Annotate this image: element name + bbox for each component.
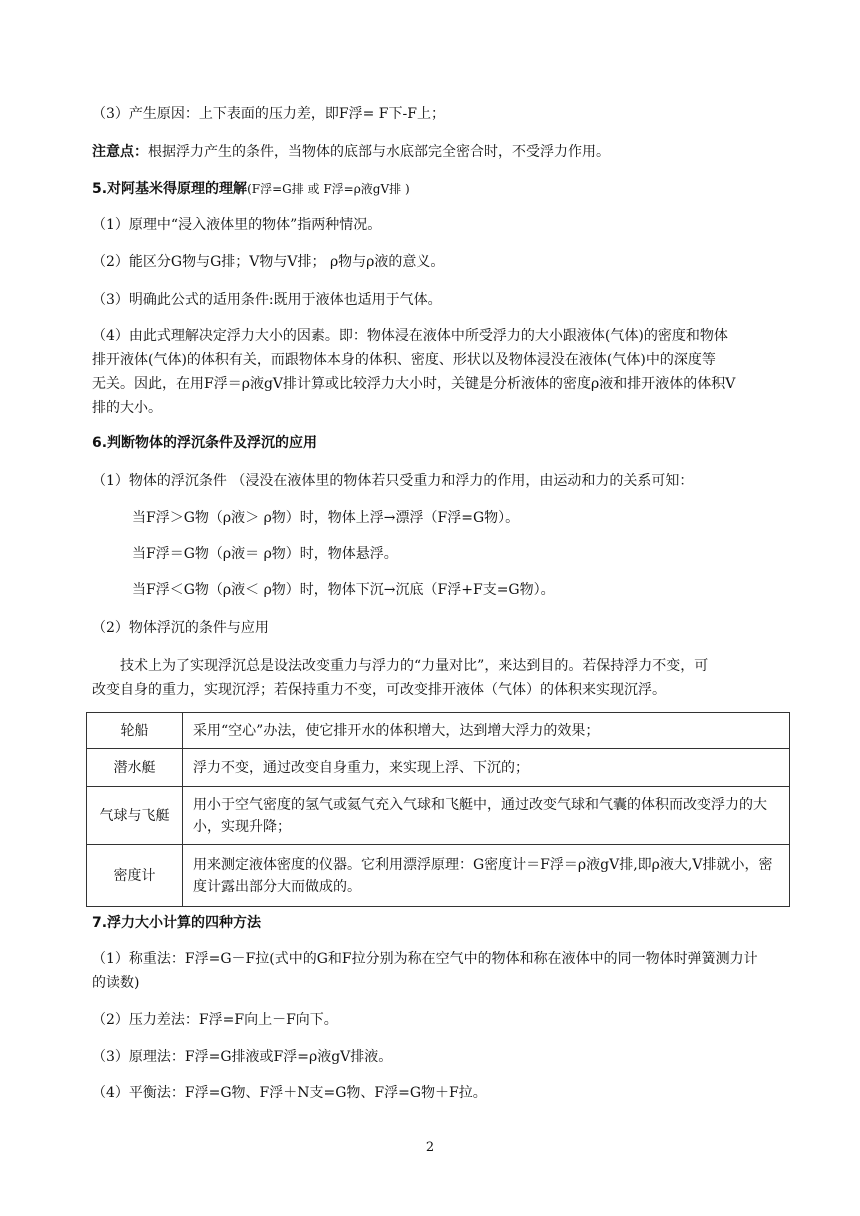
table-cell-name: 气球与飞艇 xyxy=(87,787,183,845)
paragraph-5-4c: 无关。因此，在用F浮＝ρ液gV排计算或比较浮力大小时，关键是分析液体的密度ρ液和排开液体的体积V xyxy=(92,376,736,392)
condition-suspend: 当F浮＝G物（ρ液＝ ρ物）时，物体悬浮。 xyxy=(132,546,398,562)
table-row xyxy=(87,713,790,749)
section-5-formula: (F浮=G排 或 F浮=ρ液gV排 ) xyxy=(247,182,410,196)
note-line xyxy=(92,142,610,162)
paragraph-6-tech-a: 技术上为了实现浮沉总是设法改变重力与浮力的“力量对比”，来达到目的。若保持浮力不变，可 xyxy=(120,658,709,674)
section-5-heading: 5.对阿基米得原理的理解 xyxy=(92,181,248,197)
table-row xyxy=(87,845,790,907)
note-label: 注意点： xyxy=(92,144,148,160)
table-cell-name: 密度计 xyxy=(87,845,183,907)
table-row xyxy=(87,749,790,787)
paragraph-7-1b: 的读数) xyxy=(92,975,140,991)
paragraph-5-4b: 排开液体(气体)的体积有关，而跟物体本身的体积、密度、形状以及物体浸没在液体(气体)中的深度等 xyxy=(92,352,716,368)
table-cell-desc: 采用“空心”办法，使它排开水的体积增大，达到增大浮力的效果； xyxy=(183,713,790,749)
paragraph-5-4a: （4）由此式理解决定浮力大小的因素。即：物体浸在液体中所受浮力的大小跟液体(气体)的密度和物体 xyxy=(92,328,728,344)
paragraph-5-1: （1）原理中“浸入液体里的物体”指两种情况。 xyxy=(92,217,382,233)
paragraph-7-3: （3）原理法：F浮=G排液或F浮=ρ液gV排液。 xyxy=(92,1049,393,1065)
table-row xyxy=(87,787,790,845)
table-cell-desc: 用来测定液体密度的仪器。它利用漂浮原理：G密度计＝F浮＝ρ液gV排,即ρ液大,V排就小，密度计露出部分大而做成的。 xyxy=(183,845,790,907)
paragraph-7-4: （4）平衡法：F浮=G物、F浮＋N支=G物、F浮=G物＋F拉。 xyxy=(92,1085,487,1101)
paragraph-6-1: （1）物体的浮沉条件 （浸没在液体里的物体若只受重力和浮力的作用，由运动和力的关系可知： xyxy=(92,473,694,489)
paragraph-5-3: （3）明确此公式的适用条件:既用于液体也适用于气体。 xyxy=(92,292,442,308)
condition-float: 当F浮＞G物（ρ液＞ ρ物）时，物体上浮→漂浮（F浮=G物）。 xyxy=(132,510,520,526)
note-text: 根据浮力产生的条件，当物体的底部与水底部完全密合时，不受浮力作用。 xyxy=(148,144,610,160)
table-cell-name: 潜水艇 xyxy=(87,749,183,787)
paragraph-5-4d: 排的大小。 xyxy=(92,400,162,416)
table-cell-name: 轮船 xyxy=(87,713,183,749)
section-7-heading: 7.浮力大小计算的四种方法 xyxy=(92,915,262,931)
paragraph-6-tech-b: 改变自身的重力，实现沉浮；若保持重力不变，可改变排开液体（气体）的体积来实现沉浮。 xyxy=(92,682,666,698)
paragraph-5-2: （2）能区分G物与G排；V物与V排； ρ物与ρ液的意义。 xyxy=(92,254,445,270)
condition-sink: 当F浮＜G物（ρ液＜ ρ物）时，物体下沉→沉底（F浮+F支=G物）。 xyxy=(132,582,555,598)
paragraph-7-1a: （1）称重法：F浮=G－F拉(式中的G和F拉分别为称在空气中的物体和称在液体中的同一物体时弹簧测力计 xyxy=(92,951,758,967)
table-cell-desc: 用小于空气密度的氢气或氦气充入气球和飞艇中，通过改变气球和气囊的体积而改变浮力的大小，实现升降； xyxy=(183,787,790,845)
page-number: 2 xyxy=(425,1140,435,1155)
paragraph-7-2: （2）压力差法：F浮=F向上－F向下。 xyxy=(92,1012,338,1028)
section-6-heading: 6.判断物体的浮沉条件及浮沉的应用 xyxy=(92,435,318,451)
application-table xyxy=(86,712,790,907)
paragraph-cause: （3）产生原因：上下表面的压力差，即F浮= F下-F上； xyxy=(92,106,445,122)
section-5-heading-line xyxy=(92,179,410,199)
table-cell-desc: 浮力不变，通过改变自身重力，来实现上浮、下沉的； xyxy=(183,749,790,787)
paragraph-6-2: （2）物体浮沉的条件与应用 xyxy=(92,620,269,636)
